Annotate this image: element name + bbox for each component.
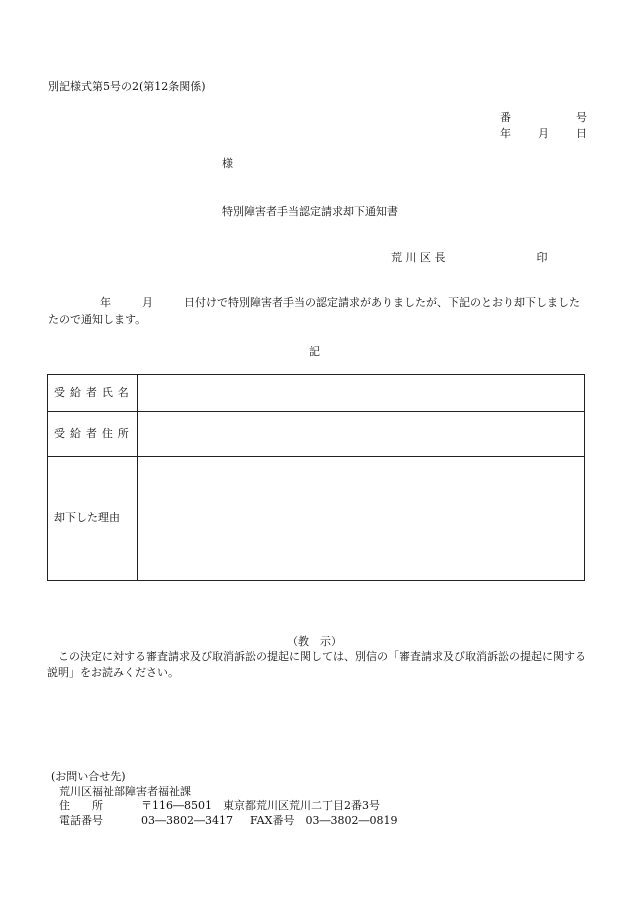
record-label: 記 (309, 345, 320, 358)
phone-value: 03―3802―3417 (141, 813, 233, 827)
instruction-heading: （教 示） (287, 635, 342, 648)
contact-heading: (お問い合せ先) (51, 770, 126, 783)
seal-mark: 印 (536, 251, 548, 264)
table-row (48, 412, 585, 457)
number-char: 番 (500, 111, 511, 124)
contact-phone-row (55, 814, 397, 829)
issuer-title: 荒 川 区 長 (391, 251, 446, 264)
instruction-text: この決定に対する審査請求及び取消訴訟の提起に関しては、別信の「審査請求及び取消訴訟の提起に関する説明」をお読みください。 (47, 650, 586, 679)
month-char: 月 (538, 127, 549, 140)
body-line-2: たので通知します。 (48, 313, 147, 326)
recipient-name-value (138, 375, 585, 412)
table-row (48, 457, 585, 581)
contact-department: 荒川区福祉部障害者福祉課 (59, 784, 191, 798)
addressee-suffix: 様 (222, 157, 233, 170)
number-label (500, 111, 587, 125)
recipient-name-label: 受給者氏名 (48, 375, 138, 412)
phone-label: 電話番号 (59, 813, 103, 827)
rejection-reason-value (138, 457, 585, 581)
form-id: 別記様式第5号の2(第12条関係) (48, 80, 206, 93)
contact-address-row (55, 799, 397, 814)
body-month: 月 (142, 296, 153, 309)
body-year: 年 (100, 296, 111, 309)
info-table (47, 374, 585, 581)
date-label (500, 127, 587, 141)
address-label: 住 所 (59, 799, 103, 812)
year-char: 年 (500, 127, 511, 140)
fax-label: FAX番号 (250, 813, 295, 827)
address-value: 〒116―8501 東京都荒川区荒川二丁目2番3号 (141, 799, 380, 812)
recipient-address-label: 受給者住所 (48, 412, 138, 457)
contact-block (51, 770, 398, 828)
body-line-1 (100, 296, 580, 310)
number-suffix: 号 (576, 111, 587, 124)
day-char: 日 (576, 127, 587, 140)
rejection-reason-label: 却下した理由 (48, 457, 138, 581)
fax-value: 03―3802―0819 (305, 813, 398, 827)
recipient-address-value (138, 412, 585, 457)
body-text: 日付けで特別障害者手当の認定請求がありましたが、下記のとおり却下しました (184, 296, 580, 309)
issuer (391, 251, 548, 265)
table-row (48, 375, 585, 412)
page-title: 特別障害者手当認定請求却下通知書 (222, 205, 398, 218)
